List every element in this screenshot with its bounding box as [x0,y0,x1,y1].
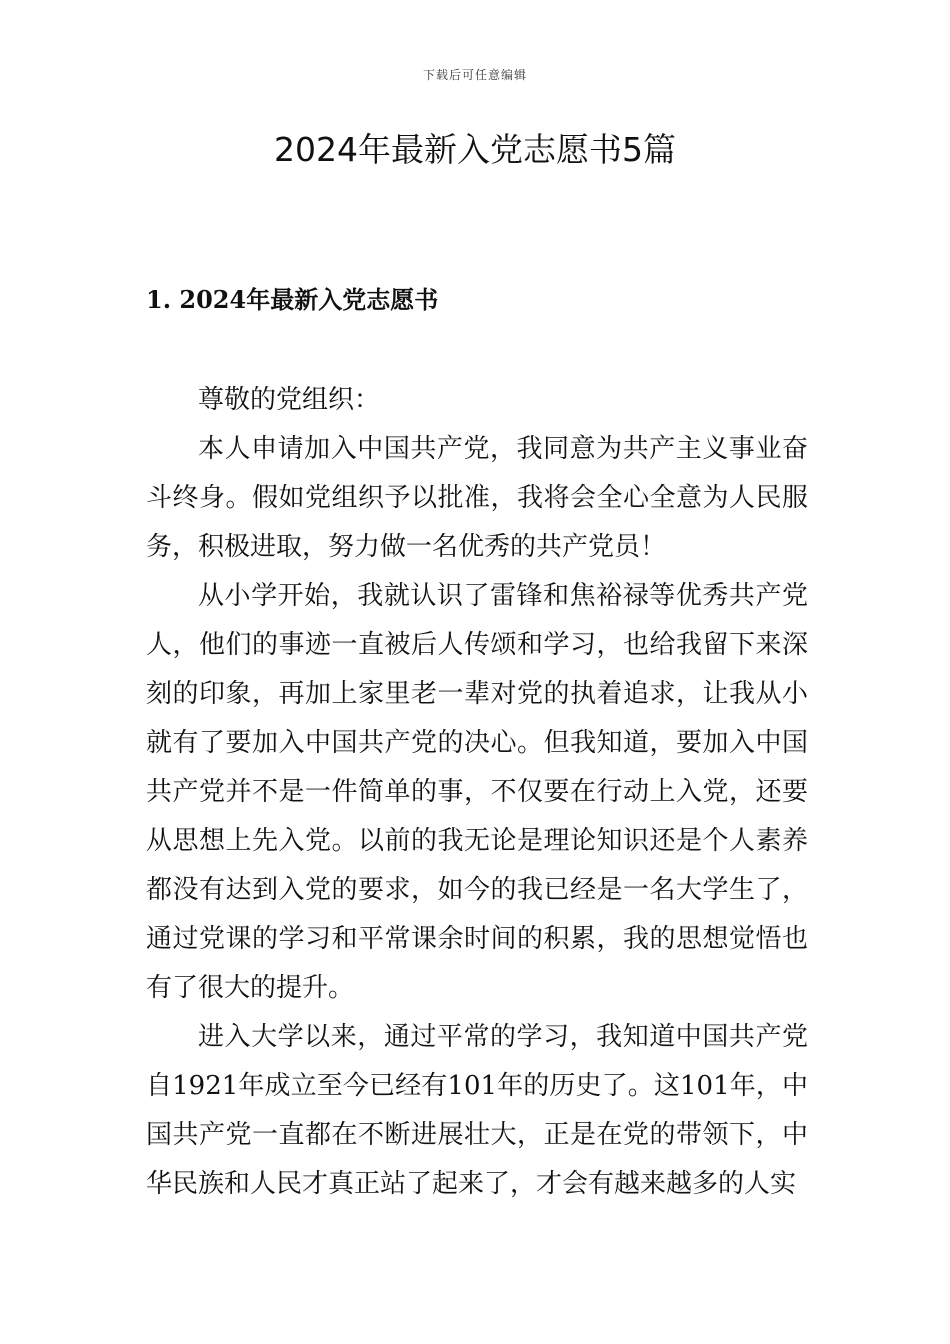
paragraph-2: 从小学开始，我就认识了雷锋和焦裕禄等优秀共产党人，他们的事迹一直被后人传颂和学习，也给我留下来深刻的印象，再加上家里老一辈对党的执着追求，让我从小就有了要加入中国共产党的决心。但我知道，要加入中国共产党并不是一件简单的事，不仅要在行动上入党，还要从思想上先入党。以前的我无论是理论知识还是个人素养都没有达到入党的要求，如今的我已经是一名大学生了，通过党课的学习和平常课余时间的积累，我的思想觉悟也有了很大的提升。 [146,581,808,1003]
paragraph-3: 进入大学以来，通过平常的学习，我知道中国共产党自1921年成立至今已经有101年的历史了。这101年，中国共产党一直都在不断进展壮大，正是在党的带领下，中华民族和人民才真正站了起来了，才会有越来越多的人实 [146,1022,808,1199]
salutation: 尊敬的党组织： [198,385,381,415]
header-note: 下载后可任意编辑 [422,68,527,82]
paragraph-1: 本人申请加入中国共产党，我同意为共产主义事业奋斗终身。假如党组织予以批准，我将会全心全意为人民服务，积极进取，努力做一名优秀的共产党员！ [146,434,808,562]
letter-body [146,376,808,1209]
section-heading: 1. 2024年最新入党志愿书 [146,285,439,314]
document-title: 2024年最新入党志愿书5篇 [274,130,676,169]
